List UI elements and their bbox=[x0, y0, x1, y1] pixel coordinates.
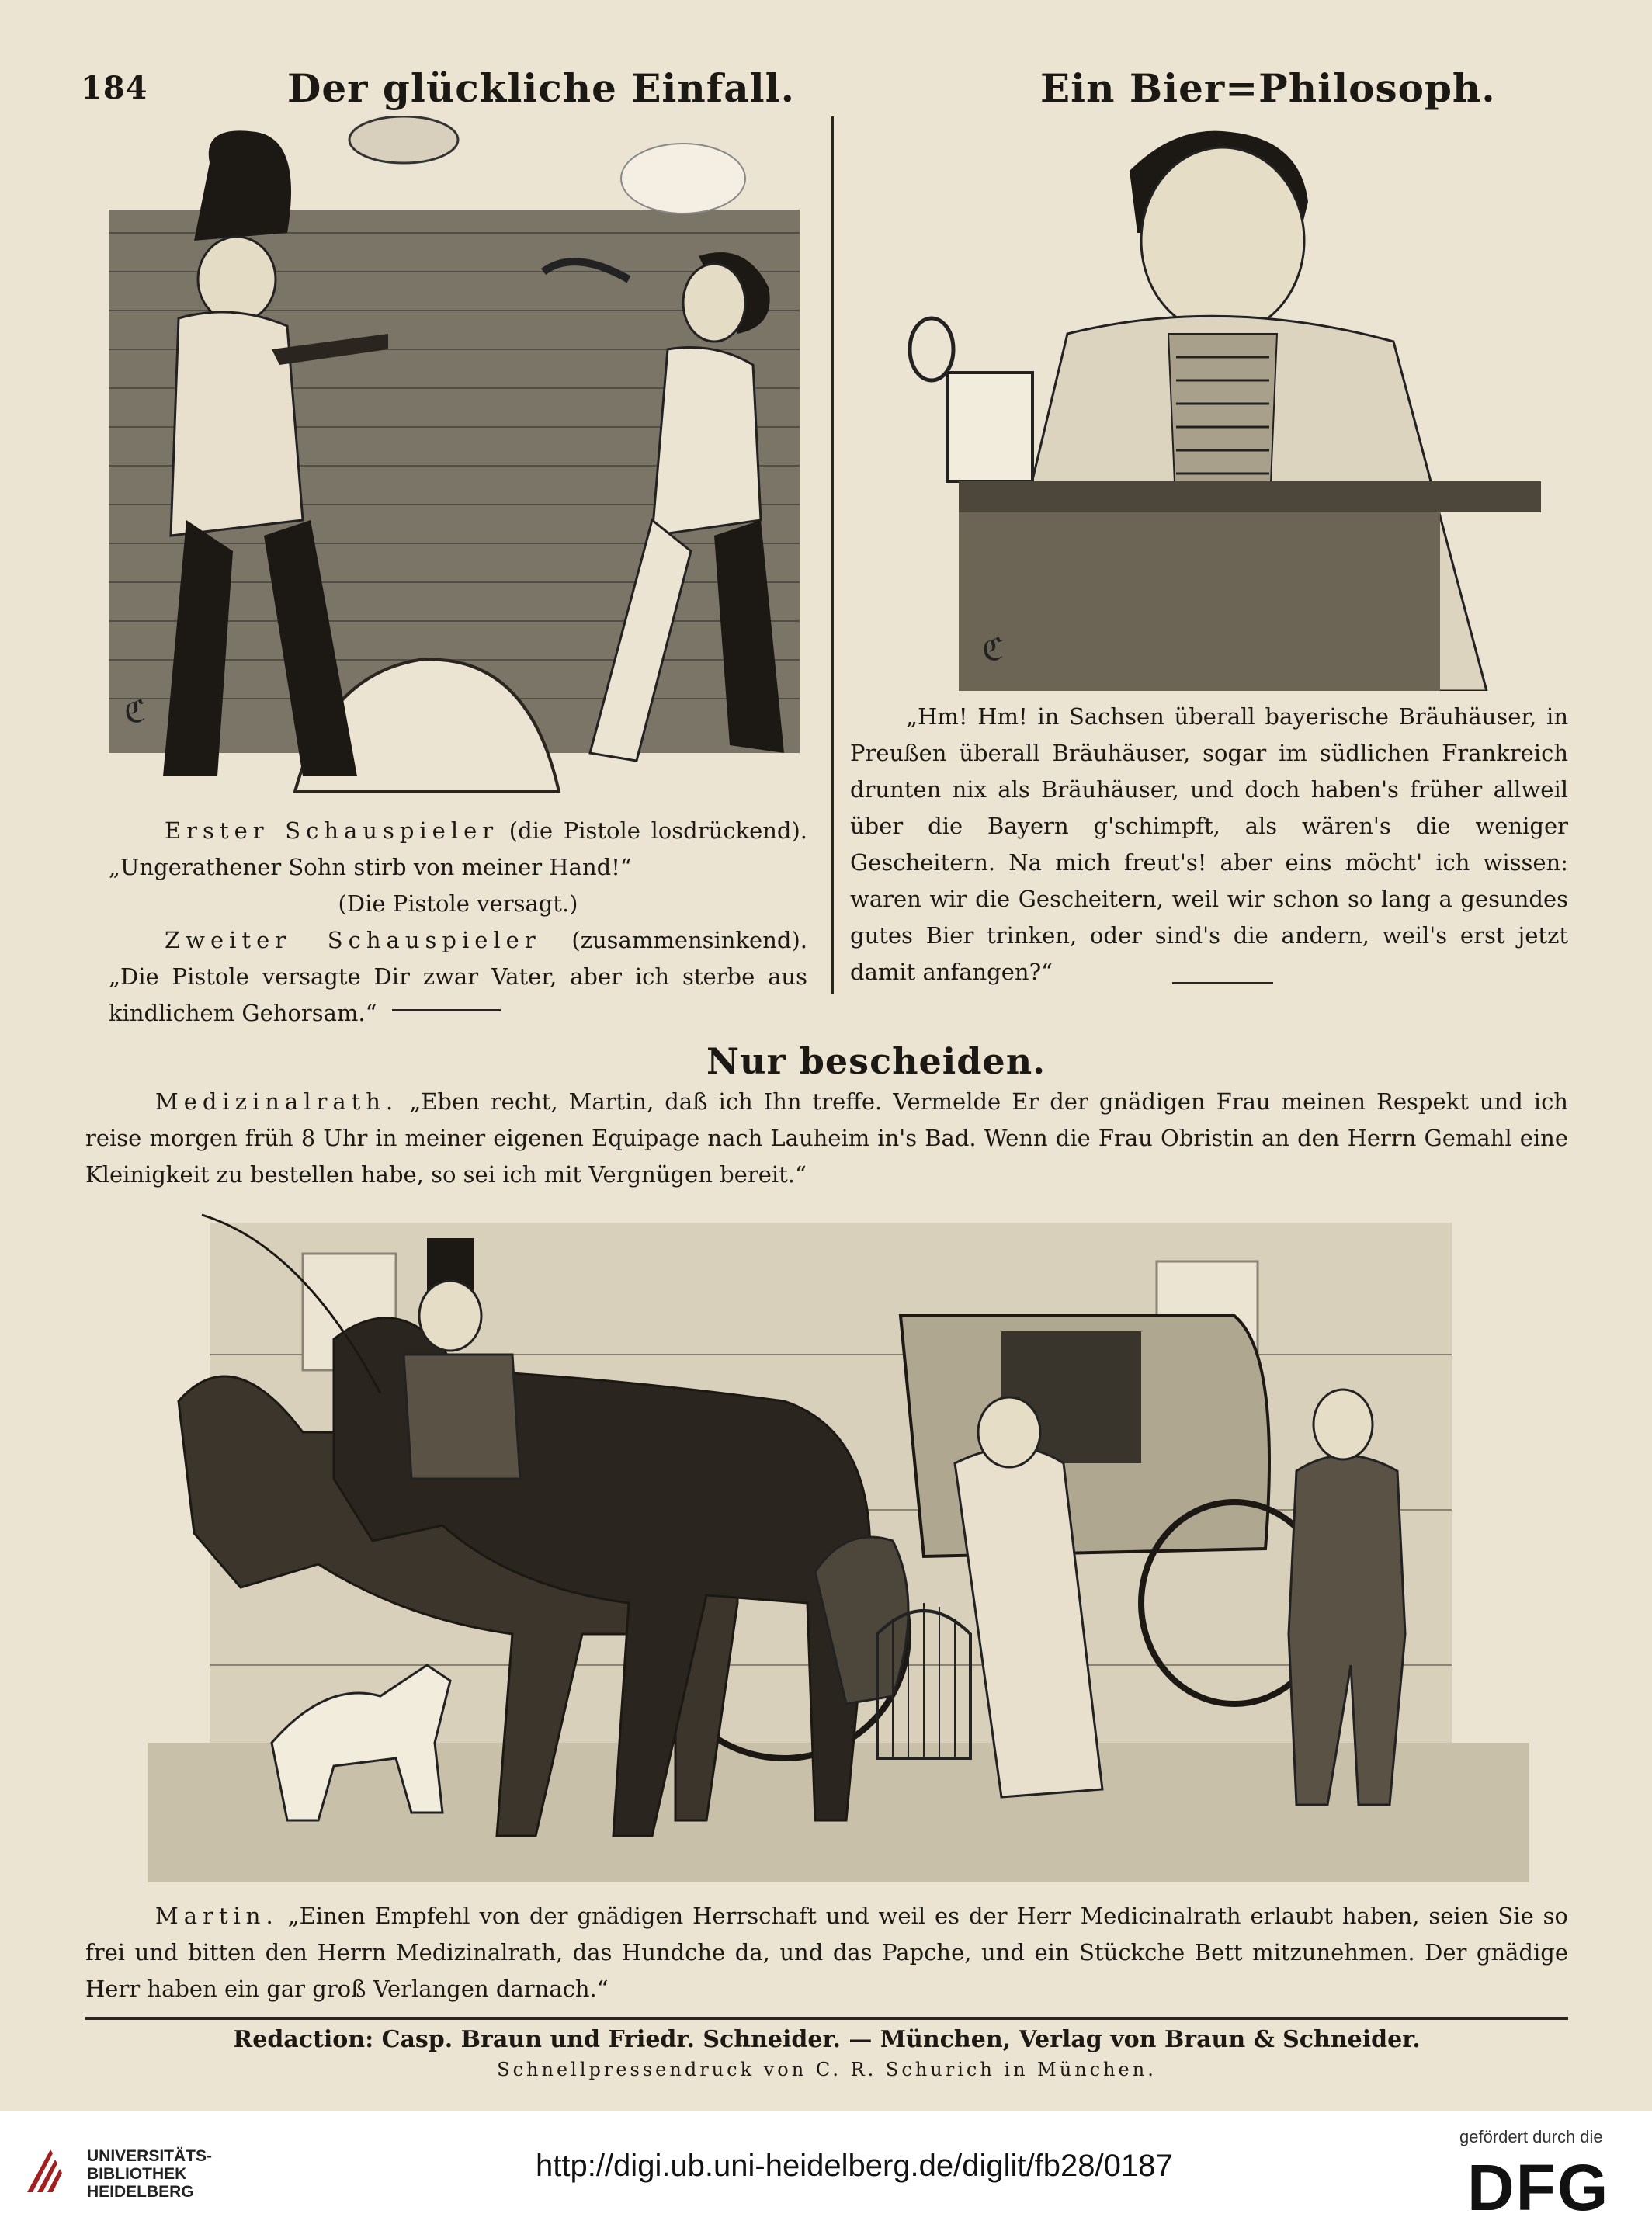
right-caption: „Hm! Hm! in Sachsen überall bayerische Bräuhäuser, in Preußen überall Bräuhäuser, sogar im südlichen Frankreich drunten nix als Bräuhäuser, und doch haben's früher allweil über die Bayern g'schimpft, als wären's die weniger Gescheitern. Na mich freut's! aber eins möcht' ich wissen: waren wir die Gescheitern, weil wir schon so lang a gesundes gutes Bier trinken, oder sind's die andern, weil's erst jetzt damit anfangen?“ bbox=[850, 703, 1568, 985]
dialogue-text: (zusammensinkend). „Die Pistole versagte Dir zwar Vater, aber ich sterbe aus kindlichem Gehorsam.“ bbox=[109, 927, 807, 1026]
library-logo-icon bbox=[23, 2146, 78, 2197]
page-number: 184 bbox=[81, 70, 148, 106]
beer-philosopher-illustration bbox=[866, 116, 1580, 691]
section-title: Nur bescheiden. bbox=[706, 1040, 1046, 1082]
speaker-name: Zweiter Schauspieler bbox=[165, 927, 541, 953]
imprint-rule bbox=[85, 2017, 1568, 2020]
viewer-footer bbox=[0, 2111, 1652, 2231]
dfg-logo[interactable]: DFG bbox=[1467, 2151, 1610, 2224]
permalink-url[interactable]: http://digi.ub.uni-heidelberg.de/diglit/fb28/0187 bbox=[536, 2149, 1173, 2183]
dialogue-text: „Einen Empfehl von der gnädigen Herrschaft und weil es der Herr Medicinalrath erlaubt haben, seien Sie so frei und bitten den Herrn Medizinalrath, das Hundche da, und das Papche, und ein Stückche Bett mitzunehmen. Der gnädige Herr haben ein gar groß Verlangen darnach.“ bbox=[85, 1903, 1568, 2002]
carriage-illustration bbox=[148, 1199, 1529, 1882]
actors-illustration bbox=[93, 116, 815, 800]
speaker-name: Medizinalrath. bbox=[155, 1088, 399, 1115]
svg-text:ℭ: ℭ bbox=[982, 632, 1005, 668]
dialogue-text: (die Pistole losdrückend). „Ungerathener Sohn stirb von meiner Hand!“ bbox=[109, 817, 808, 880]
intro-dialogue bbox=[85, 1084, 1568, 1193]
right-cartoon-title: Ein Bier=Philosoph. bbox=[1040, 65, 1496, 111]
imprint-line-2: Schnellpressendruck von C. R. Schurich in München. bbox=[497, 2059, 1157, 2080]
left-caption-rule bbox=[392, 1009, 501, 1011]
dialogue-text: „Eben recht, Martin, daß ich Ihn treffe. Vermelde Er der gnädigen Frau meinen Respekt und ich reise morgen früh 8 Uhr in meiner eigenen Equipage nach Lauheim in's Bad. Wenn die Frau Obristin an den Herrn Gemahl eine Kleinigkeit zu bestellen habe, so sei ich mit Vergnügen bereit.“ bbox=[85, 1088, 1568, 1188]
speaker-name: Erster Schauspieler bbox=[165, 817, 499, 844]
funding-note: gefördert durch die bbox=[1459, 2127, 1603, 2146]
svg-text:ℭ: ℭ bbox=[124, 694, 147, 730]
library-name[interactable]: UNIVERSITÄTS- BIBLIOTHEK HEIDELBERG bbox=[87, 2147, 213, 2201]
stage-direction: (Die Pistole versagt.) bbox=[338, 890, 578, 917]
right-caption-rule bbox=[1172, 982, 1273, 984]
imprint-line-1: Redaction: Casp. Braun und Friedr. Schneider. — München, Verlag von Braun & Schneider. bbox=[233, 2026, 1421, 2053]
column-divider bbox=[831, 116, 834, 994]
speaker-name: Martin. bbox=[155, 1903, 279, 1929]
reply-dialogue bbox=[85, 1898, 1568, 2007]
left-caption bbox=[109, 813, 807, 1032]
left-cartoon-title: Der glückliche Einfall. bbox=[287, 65, 796, 111]
